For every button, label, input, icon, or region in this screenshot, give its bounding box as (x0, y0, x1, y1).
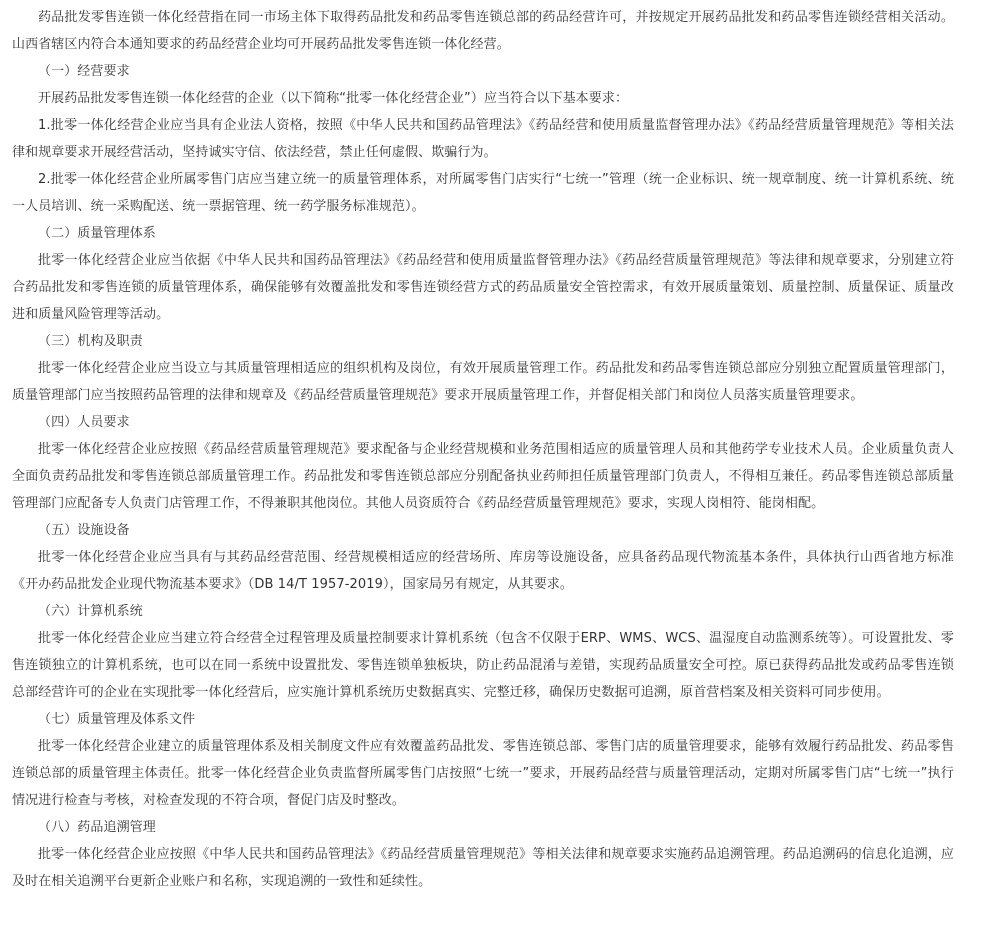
section-heading-5: （五）设施设备 (38, 523, 130, 538)
section-6-paragraph-1: 批零一体化经营企业应当建立符合经营全过程管理及质量控制要求计算机系统（包含不仅限于ERP、WMS、WCS、温湿度自动监测系统等）。可设置批发、零售连锁独立的计算机系统，也可以在同一系统中设置批发、零售连锁单独板块，防止药品混淆与差错，实现药品质量安全可控。原已获得药品批发或药品零售连锁总部经营许可的企业在实现批零一体化经营后，应实施计算机系统历史数据真实、完整迁移，确保历史数据可追溯，原首营档案及相关资料可同步使用。 (12, 631, 954, 700)
intro-paragraph: 药品批发零售连锁一体化经营指在同一市场主体下取得药品批发和药品零售连锁总部的药品经营许可，并按规定开展药品批发和药品零售连锁经营相关活动。山西省辖区内符合本通知要求的药品经营企业均可开展药品批发零售连锁一体化经营。 (12, 10, 954, 52)
section-heading-2: （二）质量管理体系 (38, 226, 156, 241)
section-heading-3: （三）机构及职责 (38, 334, 143, 349)
section-1-paragraph-1: 开展药品批发零售连锁一体化经营的企业（以下简称“批零一体化经营企业”）应当符合以下基本要求： (38, 91, 629, 106)
section-1-paragraph-3: 2.批零一体化经营企业所属零售门店应当建立统一的质量管理体系，对所属零售门店实行“七统一”管理（统一企业标识、统一规章制度、统一计算机系统、统一人员培训、统一采购配送、统一票据管理、统一药学服务标准规范）。 (12, 172, 954, 214)
section-heading-8: （八）药品追溯管理 (38, 820, 156, 835)
section-heading-1: （一）经营要求 (38, 64, 130, 79)
section-heading-7: （七）质量管理及体系文件 (38, 712, 196, 727)
section-5-paragraph-1: 批零一体化经营企业应当具有与其药品经营范围、经营规模相适应的经营场所、库房等设施设备，应具备药品现代物流基本条件，具体执行山西省地方标准《开办药品批发企业现代物流基本要求》（DB 14/T 1957-2019），国家局另有规定，从其要求。 (12, 550, 954, 592)
section-heading-4: （四）人员要求 (38, 415, 130, 430)
section-4-paragraph-1: 批零一体化经营企业应按照《药品经营质量管理规范》要求配备与企业经营规模和业务范围相适应的质量管理人员和其他药学专业技术人员。企业质量负责人全面负责药品批发和零售连锁总部质量管理工作。药品批发和零售连锁总部应分别配备执业药师担任质量管理部门负责人，不得相互兼任。药品零售连锁总部质量管理部门应配备专人负责门店管理工作，不得兼职其他岗位。其他人员资质符合《药品经营质量管理规范》要求，实现人岗相符、能岗相配。 (12, 442, 954, 511)
section-8-paragraph-1: 批零一体化经营企业应按照《中华人民共和国药品管理法》《药品经营质量管理规范》等相关法律和规章要求实施药品追溯管理。药品追溯码的信息化追溯，应及时在相关追溯平台更新企业账户和名称，实现追溯的一致性和延续性。 (12, 847, 954, 889)
section-2-paragraph-1: 批零一体化经营企业应当依据《中华人民共和国药品管理法》《药品经营和使用质量监督管理办法》《药品经营质量管理规范》等法律和规章要求，分别建立符合药品批发和零售连锁的质量管理体系，确保能够有效覆盖批发和零售连锁经营方式的药品质量安全管控需求，有效开展质量策划、质量控制、质量保证、质量改进和质量风险管理等活动。 (12, 253, 954, 322)
section-heading-6: （六）计算机系统 (38, 604, 143, 619)
section-1-paragraph-2: 1.批零一体化经营企业应当具有企业法人资格，按照《中华人民共和国药品管理法》《药品经营和使用质量监督管理办法》《药品经营质量管理规范》等相关法律和规章要求开展经营活动，坚持诚实守信、依法经营，禁止任何虚假、欺骗行为。 (12, 118, 954, 160)
section-7-paragraph-1: 批零一体化经营企业建立的质量管理体系及相关制度文件应有效覆盖药品批发、零售连锁总部、零售门店的质量管理要求，能够有效履行药品批发、药品零售连锁总部的质量管理主体责任。批零一体化经营企业负责监督所属零售门店按照“七统一”要求，开展药品经营与质量管理活动，定期对所属零售门店“七统一”执行情况进行检查与考核，对检查发现的不符合项，督促门店及时整改。 (12, 739, 954, 808)
section-3-paragraph-1: 批零一体化经营企业应当设立与其质量管理相适应的组织机构及岗位，有效开展质量管理工作。药品批发和药品零售连锁总部应分别独立配置质量管理部门，质量管理部门应当按照药品管理的法律和规章及《药品经营质量管理规范》要求开展质量管理工作，并督促相关部门和岗位人员落实质量管理要求。 (12, 361, 954, 403)
